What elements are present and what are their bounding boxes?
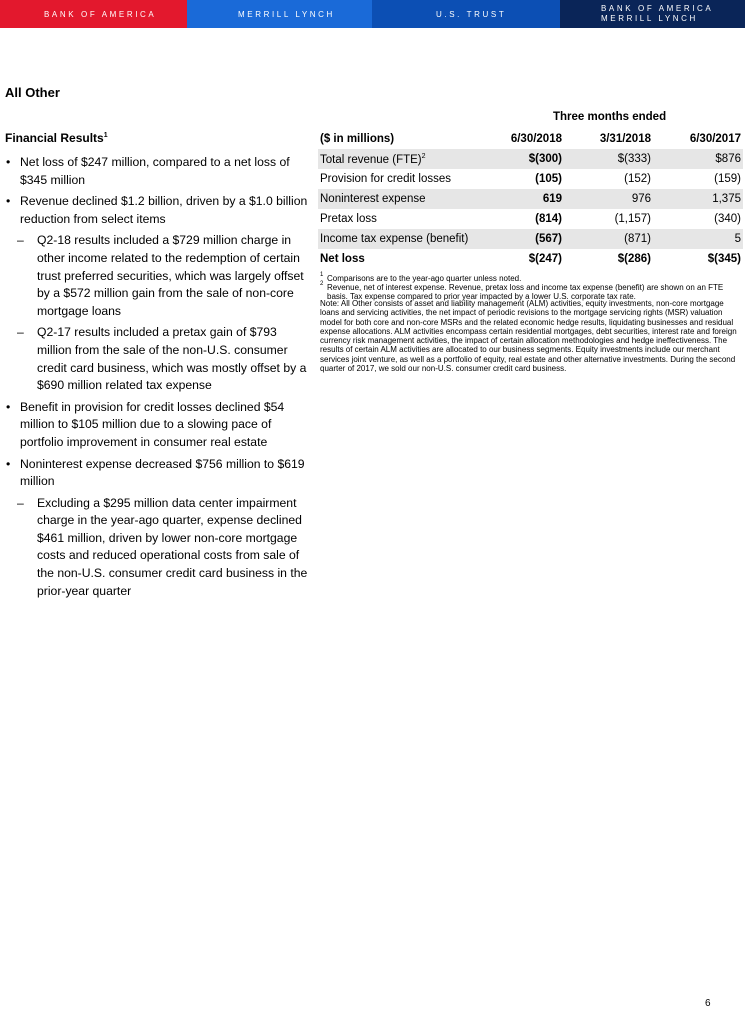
bullet-item: • Revenue declined $1.2 billion, driven by a $1.0 billion reduction from select items: [5, 193, 310, 228]
banner-bml-line1: BANK OF AMERICA: [601, 4, 714, 13]
header-banner: [0, 0, 745, 28]
table-cell: $876: [653, 149, 743, 169]
footnotes: [320, 274, 735, 301]
row-label: [318, 149, 490, 169]
note-text: Note: All Other consists of asset and liability management (ALM) activities, equity investments, non-core mortgage loans and servicing activities, the net impact of periodic revisions to the mortgage servicing rights (MSR) valuation model for both core and non-core MSRs and the related economic hedge results, liquidating businesses and residual expense allocations. ALM activities encompass certain residential mortgages, debt securities, interest rate and foreign currency risk management activities, the impact of certain allocation methodologies and hedge ineffectiveness. The results of certain ALM activities are allocated to our business segments. Equity investments include our merchant services joint venture, as well as a portfolio of equity, real estate and other alternative investments. During the second quarter of 2017, we sold our non-U.S. consumer credit card business.: [320, 299, 737, 374]
row-label-text: Net loss: [320, 253, 365, 265]
table-cell: (105): [535, 173, 562, 185]
table-cell: 5: [653, 229, 743, 249]
banner-bml-line2: MERRILL LYNCH: [601, 14, 698, 23]
table-cell: (159): [714, 173, 741, 185]
bullet-item: • Benefit in provision for credit losses declined $54 million to $105 million due to a slowing pace of portfolio improvement in consumer real estate: [5, 399, 310, 452]
table-row: [318, 189, 743, 209]
column-header: 6/30/2017: [689, 133, 741, 145]
column-header: 6/30/2018: [510, 133, 562, 145]
bullet-item: • Net loss of $247 million, compared to a net loss of $345 million: [5, 154, 310, 189]
financial-results-title-text: Financial Results: [5, 131, 104, 145]
column-header-label: ($ in millions): [320, 133, 395, 145]
banner-bank-of-america: BANK OF AMERICA: [0, 0, 187, 28]
table-cell: $(333): [564, 149, 653, 169]
sub-bullet-item: – Q2-18 results included a $729 million charge in other income related to the redemption of certain trust preferred securities, which was largely offset by a $572 million gain from the sale of non-core mortgage loans: [5, 232, 310, 320]
column-header: 3/31/2018: [599, 133, 651, 145]
page-number: 6: [705, 998, 711, 1009]
row-label: [318, 189, 490, 209]
financial-results-title-sup: 1: [103, 132, 108, 139]
table-header-row: [318, 129, 743, 149]
footnote-number: 1: [320, 272, 324, 278]
row-label: [318, 249, 490, 269]
period-header: Three months ended: [553, 111, 667, 123]
row-label-sup: 2: [421, 152, 426, 160]
financial-table: [318, 129, 743, 269]
bullet-item: • Noninterest expense decreased $756 million to $619 million: [5, 456, 310, 491]
table-cell: (340): [714, 213, 741, 225]
sub-bullet-item: – Q2-17 results included a pretax gain of $793 million from the sale of the non-U.S. consumer credit card business, which was mostly offset by a $690 million related tax expense: [5, 324, 310, 394]
footnote-number: 2: [320, 281, 324, 287]
table-cell: (152): [624, 173, 651, 185]
table-row: [318, 149, 743, 169]
row-label: [318, 209, 490, 229]
row-label: [318, 169, 490, 189]
table-cell: (1,157): [614, 213, 651, 225]
table-cell: (567): [490, 229, 564, 249]
financial-results-title: [5, 131, 108, 145]
row-label-text: Pretax loss: [320, 213, 377, 225]
table-row: [318, 169, 743, 189]
row-label: [318, 229, 490, 249]
page-title: All Other: [5, 85, 60, 100]
banner-us-trust: U.S. TRUST: [372, 0, 560, 28]
table-cell: 1,375: [653, 189, 743, 209]
table-cell: (814): [535, 213, 562, 225]
footnote-text: Revenue, net of interest expense. Revenue, pretax loss and income tax expense (benefit) are shown on an FTE basis. Tax expense compared to prior year impacted by a lower U.S. corporate tax rate.: [327, 283, 724, 301]
table-cell: (871): [564, 229, 653, 249]
table-cell: $(300): [490, 149, 564, 169]
table-row: [318, 229, 743, 249]
financial-results-bullets: [5, 154, 310, 604]
row-label-text: Noninterest expense: [320, 193, 426, 205]
row-label-text: Provision for credit losses: [320, 173, 452, 185]
table-row: [318, 249, 743, 269]
table-row: [318, 209, 743, 229]
table-cell: 976: [564, 189, 653, 209]
table-cell: $(247): [528, 253, 562, 265]
table-cell: $(345): [707, 253, 741, 265]
row-label-text: Total revenue (FTE): [320, 153, 422, 166]
footnote-text: Comparisons are to the year-ago quarter unless noted.: [327, 274, 522, 283]
table-cell: 619: [490, 189, 564, 209]
banner-merrill-lynch: MERRILL LYNCH: [187, 0, 372, 28]
table-cell: $(286): [617, 253, 651, 265]
banner-bofa-merrill-lynch: [560, 0, 745, 28]
sub-bullet-item: – Excluding a $295 million data center impairment charge in the year-ago quarter, expense declined $461 million, driven by lower non-core mortgage costs and reduced operational costs from sale of the non-U.S. consumer credit card business in the prior-year quarter: [5, 495, 310, 601]
row-label-text: Income tax expense (benefit): [320, 233, 469, 245]
footnote: [320, 274, 735, 283]
